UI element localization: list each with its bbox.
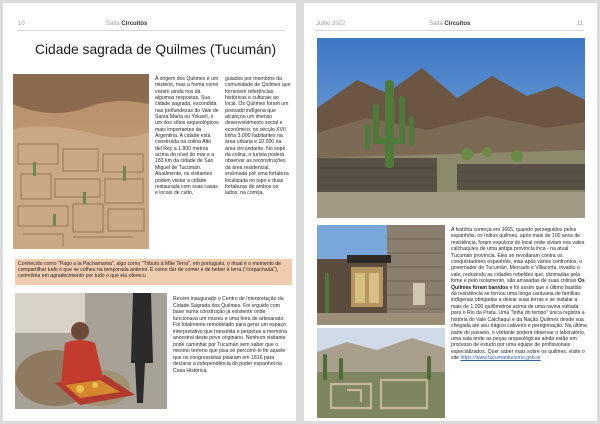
body-column-2: guiados por membros da comunidade de Quilmes que fornecem referências históricas e culturais ao local. Os Quilmes foram um povoado indígena que alcançou um imenso desenvolvimento social e econômico; no século XVII tinha 3.000 habitantes na área urbana e 10.000 na área circundante. No sopé da colina, o turista poderá observar as reconstruções da área residencial, encimada por uma fortaleza localizada no topo e duas fortalezas de ambos os lados, na cornija.	[225, 76, 291, 197]
section-header-right: Salta Circuitos	[429, 21, 471, 27]
page-number-right: 11	[577, 21, 584, 27]
section-header-left: Salta Circuitos	[106, 21, 148, 27]
history-text: A história começa em 1665, quando perseguidos pelos espanhóis, os índios quilmes, após mais de 100 anos de resistência, foram expulsos do local onde viviam nos vales calchaquíes de uma antiga província inca - na atual Tucumán província. Eles se revoltaram contra os conquistadores espanhóis, mas após vários confrontos, o governador de Tucumán, Mercado e Villacorta, invadiu o vale, reduzindo as cidades rebeldes que, dizimadas pela fome e pelo isolamento, são arrasadas de suas colinas	[451, 227, 585, 285]
link-intro: Quer saber mais sobre os quilmes, visite o site	[451, 348, 585, 362]
body-column-3: Recém inaugurado o Centro de Interpretação da Cidade Sagrada dos Quilmes. Foi erguido com base numa construção já existente onde funcionava um museu e uma feira de artesanato. Foi totalmente remodelado para gerar um espaço interpretativo que transmita e perpetue a memória ancestral deste povo originário. Nenhum visitante pode caminhar por Tucumán sem saber que o mesmo terreno que pisa se percorrê-lo foi aquele que os congressistas pisaram em 1816 para declarar a independência do poder espanhol na Casa Histórica.	[173, 296, 288, 375]
stone-ruins-photo	[317, 328, 445, 418]
ruins-photo	[13, 74, 149, 249]
header-divider-left	[17, 30, 285, 31]
header-divider-right	[314, 30, 584, 31]
body-column-1: A origem dos Quilmes é um mistério, mas a forma como viviam ainda nos dá algumas respostas. Sua cidade sagrada, escondida nas profundezas do Vale de Santa María ou Yokavil, é um dos sítios arqueológicos mais importantes da Argentina. A cidade está construída na colina Alto del Rey a 1.800 metros acima do nível do mar e a 183 km da cidade de San Miguel de Tucumán. Atualmente, os visitantes podem visitar a cidade restaurada com suas casas e locais de culto,	[155, 76, 219, 197]
left-page	[3, 3, 296, 421]
tourism-website-link[interactable]: https://www.tucumanturismo.gob.ar	[460, 355, 541, 362]
issue-date: Julho 2022	[316, 21, 346, 27]
interpretation-center-photo	[317, 225, 445, 325]
history-text-continued: e foi assim que o último bastião da resistência se tornou uma longa caravana de famílias indígenas obrigadas a deixar suas terras e se instalar a mais de 1.000 quilômetros acima de uma ravina voltada para o Rio da Prata. Uma "linha do tempo" única registra a história do Vale Calchaquí e da Nação Quilmes desde sua chegada até seu trágico cativeiro e peregrinação. Na última parte do passeio, o visitante poderá observar o laboratório, uma sala onde as peças arqueológicas ainda estão em processo de estudo por uma equipe de profissionais especializados.	[451, 284, 587, 355]
page-title: Cidade sagrada de Quilmes (Tucumán)	[35, 42, 277, 57]
right-page	[304, 3, 597, 421]
right-body-text	[451, 227, 588, 362]
page-number-left: 10	[18, 21, 25, 27]
cactus-mountain-photo	[317, 38, 585, 218]
highlight-box: Conhecido como "Pago a la Pachamama", algo como "Tributo à Mãe Terra", em português, o ritual é o momento de compartilhar tudo o que se colheu na temporada anterior. É como dar de comer e de beber à terra ("corpachada"), cerimônia em agradecimento por tudo o que ela oferecu	[15, 259, 292, 285]
history-bold: Os Quilmes foram banidos	[451, 278, 585, 291]
offering-photo	[15, 293, 167, 409]
